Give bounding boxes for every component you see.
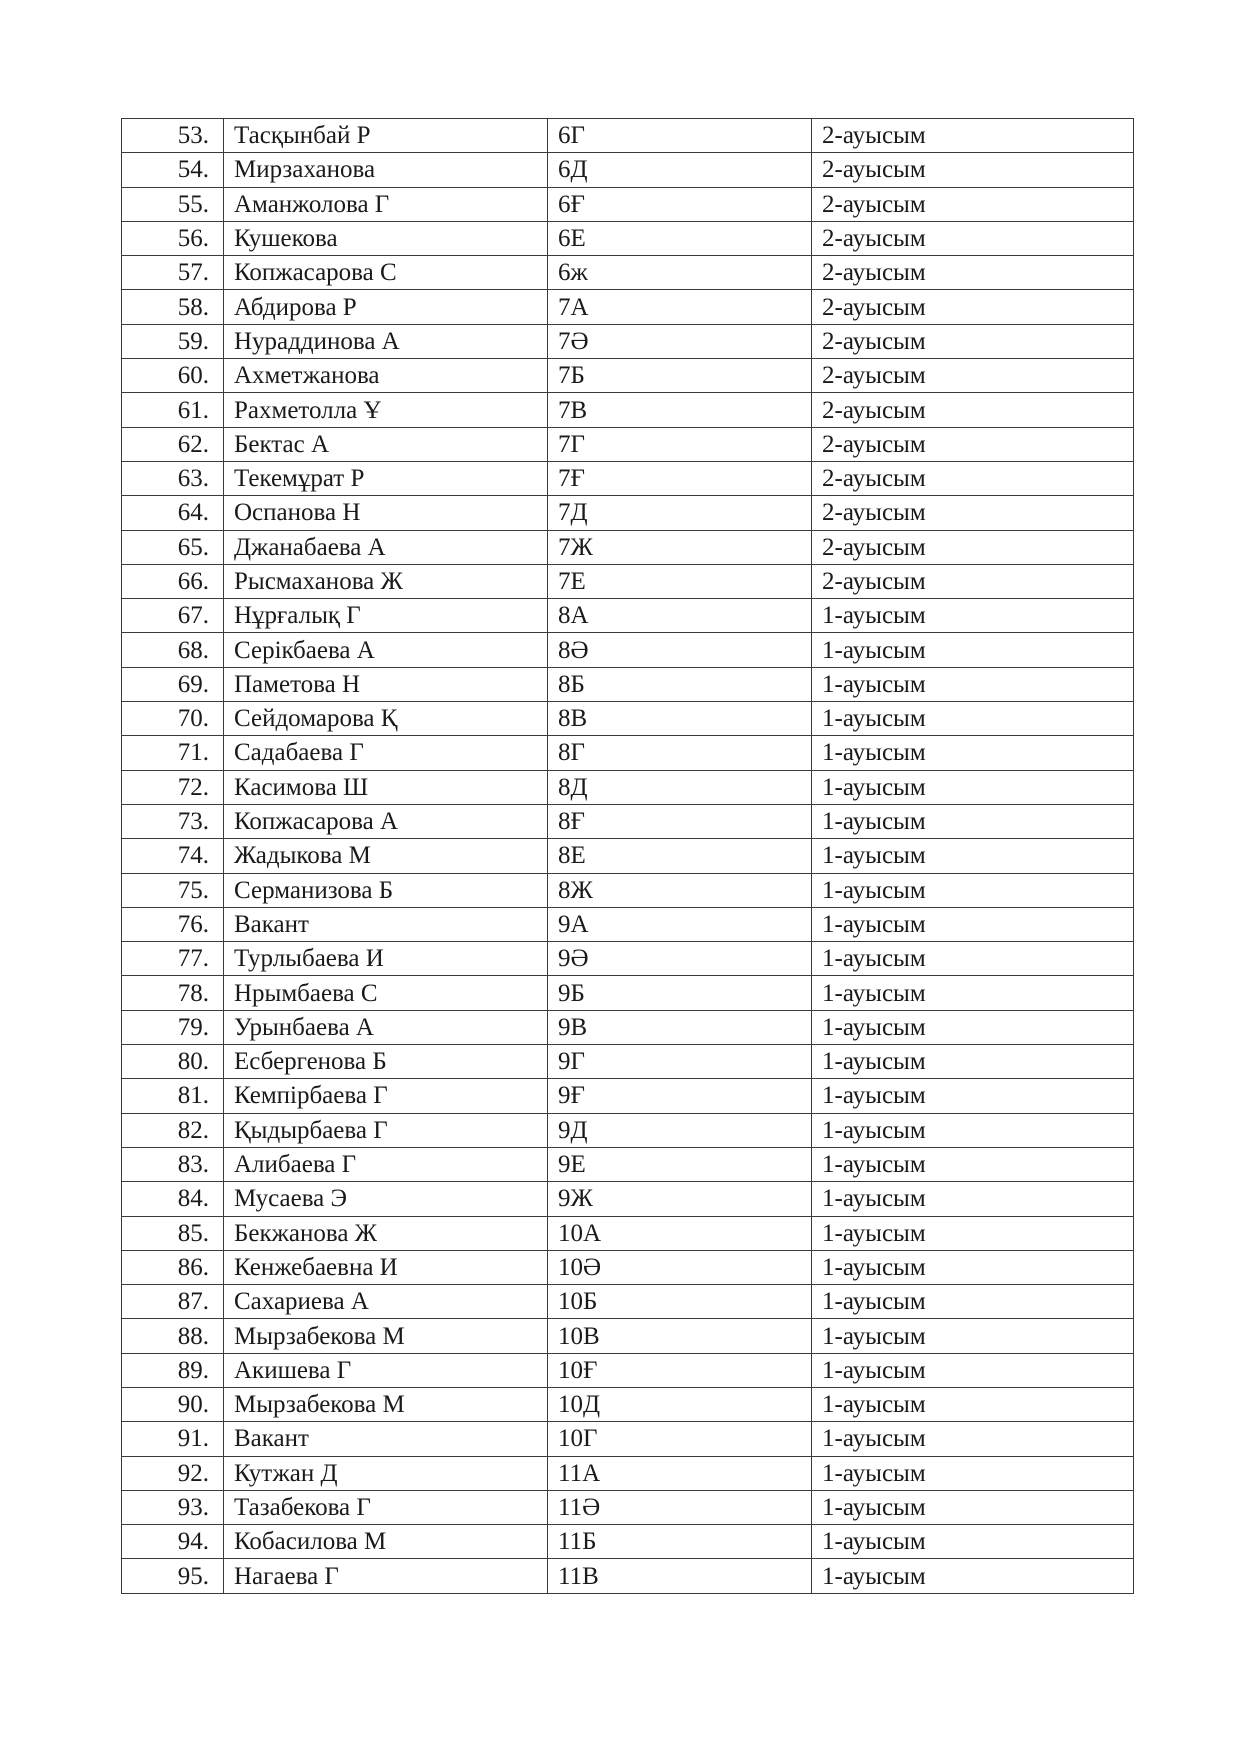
teacher-name-cell: Нагаева Г <box>224 1559 548 1593</box>
teacher-name-cell: Есбергенова Б <box>224 1045 548 1079</box>
table-row <box>122 667 1134 701</box>
teacher-name-cell: Вакант <box>224 1422 548 1456</box>
teacher-name-cell: Текемұрат Р <box>224 461 548 495</box>
teacher-name-cell: Нрымбаева С <box>224 976 548 1010</box>
shift-cell: 2-ауысым <box>812 221 1134 255</box>
teacher-name-cell: Рахметолла Ұ <box>224 393 548 427</box>
class-cell: 8Д <box>548 770 812 804</box>
teacher-name-cell: Касимова Ш <box>224 770 548 804</box>
row-number-cell: 86. <box>122 1250 224 1284</box>
teacher-name-cell: Аманжолова Г <box>224 187 548 221</box>
class-cell: 8Ғ <box>548 804 812 838</box>
shift-cell: 2-ауысым <box>812 427 1134 461</box>
class-cell: 7Ғ <box>548 461 812 495</box>
shift-cell: 1-ауысым <box>812 804 1134 838</box>
shift-cell: 2-ауысым <box>812 119 1134 153</box>
class-cell: 7Б <box>548 359 812 393</box>
shift-cell: 1-ауысым <box>812 1285 1134 1319</box>
table-row <box>122 1319 1134 1353</box>
class-cell: 7Ж <box>548 530 812 564</box>
table-row <box>122 1216 1134 1250</box>
teacher-name-cell: Алибаева Г <box>224 1147 548 1181</box>
row-number-cell: 94. <box>122 1525 224 1559</box>
table-row <box>122 1353 1134 1387</box>
table-row <box>122 461 1134 495</box>
row-number-cell: 76. <box>122 907 224 941</box>
table-row <box>122 839 1134 873</box>
shift-cell: 1-ауысым <box>812 1010 1134 1044</box>
shift-cell: 2-ауысым <box>812 153 1134 187</box>
class-cell: 7Ә <box>548 324 812 358</box>
class-cell: 7Е <box>548 564 812 598</box>
row-number-cell: 56. <box>122 221 224 255</box>
shift-cell: 1-ауысым <box>812 1079 1134 1113</box>
row-number-cell: 81. <box>122 1079 224 1113</box>
table-row <box>122 119 1134 153</box>
shift-cell: 1-ауысым <box>812 1113 1134 1147</box>
shift-cell: 1-ауысым <box>812 599 1134 633</box>
shift-cell: 2-ауысым <box>812 256 1134 290</box>
shift-cell: 2-ауысым <box>812 496 1134 530</box>
table-row <box>122 633 1134 667</box>
shift-cell: 2-ауысым <box>812 564 1134 598</box>
row-number-cell: 58. <box>122 290 224 324</box>
row-number-cell: 83. <box>122 1147 224 1181</box>
teacher-name-cell: Ахметжанова <box>224 359 548 393</box>
class-cell: 11Б <box>548 1525 812 1559</box>
table-row <box>122 942 1134 976</box>
table-row <box>122 736 1134 770</box>
row-number-cell: 95. <box>122 1559 224 1593</box>
class-cell: 8Б <box>548 667 812 701</box>
teacher-name-cell: Бекжанова Ж <box>224 1216 548 1250</box>
table-row <box>122 804 1134 838</box>
class-cell: 7Г <box>548 427 812 461</box>
teacher-name-cell: Мирзаханова <box>224 153 548 187</box>
table-row <box>122 1010 1134 1044</box>
table-row <box>122 702 1134 736</box>
class-cell: 9А <box>548 907 812 941</box>
table-row <box>122 1490 1134 1524</box>
class-cell: 8Г <box>548 736 812 770</box>
table-row <box>122 1525 1134 1559</box>
shift-cell: 1-ауысым <box>812 907 1134 941</box>
class-cell: 6Д <box>548 153 812 187</box>
teacher-name-cell: Мырзабекова М <box>224 1387 548 1421</box>
teacher-name-cell: Копжасарова А <box>224 804 548 838</box>
teacher-name-cell: Қыдырбаева Г <box>224 1113 548 1147</box>
shift-cell: 1-ауысым <box>812 1216 1134 1250</box>
row-number-cell: 82. <box>122 1113 224 1147</box>
shift-cell: 2-ауысым <box>812 290 1134 324</box>
shift-cell: 2-ауысым <box>812 393 1134 427</box>
table-row <box>122 496 1134 530</box>
teacher-name-cell: Турлыбаева И <box>224 942 548 976</box>
class-cell: 10В <box>548 1319 812 1353</box>
row-number-cell: 71. <box>122 736 224 770</box>
table-row <box>122 1387 1134 1421</box>
teacher-name-cell: Серікбаева А <box>224 633 548 667</box>
teacher-name-cell: Садабаева Г <box>224 736 548 770</box>
class-cell: 9Ғ <box>548 1079 812 1113</box>
table-row <box>122 1182 1134 1216</box>
table-row <box>122 1422 1134 1456</box>
shift-cell: 1-ауысым <box>812 839 1134 873</box>
row-number-cell: 75. <box>122 873 224 907</box>
class-cell: 9Д <box>548 1113 812 1147</box>
row-number-cell: 61. <box>122 393 224 427</box>
row-number-cell: 87. <box>122 1285 224 1319</box>
shift-cell: 1-ауысым <box>812 1490 1134 1524</box>
shift-cell: 1-ауысым <box>812 1559 1134 1593</box>
teacher-name-cell: Жадыкова М <box>224 839 548 873</box>
class-cell: 9Е <box>548 1147 812 1181</box>
class-cell: 10Б <box>548 1285 812 1319</box>
teacher-name-cell: Рысмаханова Ж <box>224 564 548 598</box>
table-row <box>122 1113 1134 1147</box>
row-number-cell: 77. <box>122 942 224 976</box>
class-cell: 8Ә <box>548 633 812 667</box>
table-row <box>122 599 1134 633</box>
teacher-name-cell: Мырзабекова М <box>224 1319 548 1353</box>
teacher-name-cell: Джанабаева А <box>224 530 548 564</box>
teacher-name-cell: Мусаева Э <box>224 1182 548 1216</box>
teacher-name-cell: Кушекова <box>224 221 548 255</box>
shift-cell: 1-ауысым <box>812 770 1134 804</box>
class-cell: 10А <box>548 1216 812 1250</box>
class-cell: 10Д <box>548 1387 812 1421</box>
table-row <box>122 256 1134 290</box>
shift-cell: 1-ауысым <box>812 1250 1134 1284</box>
table-row <box>122 564 1134 598</box>
table-row <box>122 427 1134 461</box>
class-cell: 6ж <box>548 256 812 290</box>
shift-cell: 1-ауысым <box>812 1422 1134 1456</box>
teacher-name-cell: Вакант <box>224 907 548 941</box>
table-row <box>122 873 1134 907</box>
teacher-name-cell: Кемпірбаева Г <box>224 1079 548 1113</box>
class-cell: 8В <box>548 702 812 736</box>
teacher-name-cell: Сахариева А <box>224 1285 548 1319</box>
table-row <box>122 1045 1134 1079</box>
shift-cell: 1-ауысым <box>812 1045 1134 1079</box>
row-number-cell: 53. <box>122 119 224 153</box>
row-number-cell: 80. <box>122 1045 224 1079</box>
teacher-name-cell: Сейдомарова Қ <box>224 702 548 736</box>
shift-cell: 1-ауысым <box>812 667 1134 701</box>
teacher-name-cell: Нураддинова А <box>224 324 548 358</box>
table-row <box>122 1079 1134 1113</box>
row-number-cell: 92. <box>122 1456 224 1490</box>
table-row <box>122 1250 1134 1284</box>
class-cell: 11Ә <box>548 1490 812 1524</box>
table-row <box>122 393 1134 427</box>
class-cell: 8Ж <box>548 873 812 907</box>
teacher-name-cell: Кенжебаевна И <box>224 1250 548 1284</box>
class-cell: 7А <box>548 290 812 324</box>
table-row <box>122 290 1134 324</box>
teacher-name-cell: Нұрғалық Г <box>224 599 548 633</box>
class-cell: 10Г <box>548 1422 812 1456</box>
row-number-cell: 72. <box>122 770 224 804</box>
row-number-cell: 79. <box>122 1010 224 1044</box>
class-cell: 6Е <box>548 221 812 255</box>
table-row <box>122 1559 1134 1593</box>
class-cell: 9Б <box>548 976 812 1010</box>
shift-cell: 1-ауысым <box>812 976 1134 1010</box>
class-cell: 9В <box>548 1010 812 1044</box>
table-row <box>122 770 1134 804</box>
shift-cell: 1-ауысым <box>812 1182 1134 1216</box>
shift-cell: 1-ауысым <box>812 1147 1134 1181</box>
class-cell: 11А <box>548 1456 812 1490</box>
shift-cell: 1-ауысым <box>812 633 1134 667</box>
shift-cell: 2-ауысым <box>812 324 1134 358</box>
row-number-cell: 84. <box>122 1182 224 1216</box>
row-number-cell: 90. <box>122 1387 224 1421</box>
shift-cell: 1-ауысым <box>812 736 1134 770</box>
class-teacher-table <box>121 118 1134 1594</box>
row-number-cell: 55. <box>122 187 224 221</box>
row-number-cell: 65. <box>122 530 224 564</box>
table-row <box>122 907 1134 941</box>
teacher-name-cell: Бектас А <box>224 427 548 461</box>
row-number-cell: 54. <box>122 153 224 187</box>
row-number-cell: 66. <box>122 564 224 598</box>
class-cell: 7Д <box>548 496 812 530</box>
teacher-name-cell: Урынбаева А <box>224 1010 548 1044</box>
row-number-cell: 78. <box>122 976 224 1010</box>
row-number-cell: 64. <box>122 496 224 530</box>
teacher-name-cell: Кутжан Д <box>224 1456 548 1490</box>
row-number-cell: 63. <box>122 461 224 495</box>
shift-cell: 1-ауысым <box>812 1525 1134 1559</box>
teacher-name-cell: Кобасилова М <box>224 1525 548 1559</box>
table-row <box>122 324 1134 358</box>
shift-cell: 1-ауысым <box>812 942 1134 976</box>
shift-cell: 1-ауысым <box>812 1456 1134 1490</box>
table-row <box>122 530 1134 564</box>
row-number-cell: 69. <box>122 667 224 701</box>
shift-cell: 1-ауысым <box>812 1319 1134 1353</box>
class-cell: 10Ә <box>548 1250 812 1284</box>
row-number-cell: 70. <box>122 702 224 736</box>
table-body <box>122 119 1134 1594</box>
teacher-name-cell: Серманизова Б <box>224 873 548 907</box>
row-number-cell: 89. <box>122 1353 224 1387</box>
row-number-cell: 62. <box>122 427 224 461</box>
teacher-name-cell: Акишева Г <box>224 1353 548 1387</box>
table-row <box>122 359 1134 393</box>
teacher-name-cell: Тасқынбай Р <box>224 119 548 153</box>
class-cell: 9Ж <box>548 1182 812 1216</box>
shift-cell: 1-ауысым <box>812 873 1134 907</box>
row-number-cell: 67. <box>122 599 224 633</box>
class-cell: 6Ғ <box>548 187 812 221</box>
table-row <box>122 1285 1134 1319</box>
shift-cell: 2-ауысым <box>812 530 1134 564</box>
row-number-cell: 59. <box>122 324 224 358</box>
teacher-name-cell: Копжасарова С <box>224 256 548 290</box>
shift-cell: 2-ауысым <box>812 359 1134 393</box>
row-number-cell: 57. <box>122 256 224 290</box>
row-number-cell: 73. <box>122 804 224 838</box>
teacher-name-cell: Оспанова Н <box>224 496 548 530</box>
row-number-cell: 88. <box>122 1319 224 1353</box>
shift-cell: 2-ауысым <box>812 461 1134 495</box>
row-number-cell: 60. <box>122 359 224 393</box>
table-row <box>122 1147 1134 1181</box>
row-number-cell: 91. <box>122 1422 224 1456</box>
class-cell: 8Е <box>548 839 812 873</box>
class-cell: 6Г <box>548 119 812 153</box>
table-row <box>122 221 1134 255</box>
table-row <box>122 153 1134 187</box>
teacher-name-cell: Абдирова Р <box>224 290 548 324</box>
row-number-cell: 74. <box>122 839 224 873</box>
table-row <box>122 187 1134 221</box>
teacher-name-cell: Паметова Н <box>224 667 548 701</box>
shift-cell: 1-ауысым <box>812 702 1134 736</box>
class-cell: 9Г <box>548 1045 812 1079</box>
shift-cell: 1-ауысым <box>812 1353 1134 1387</box>
class-cell: 9Ә <box>548 942 812 976</box>
class-cell: 10Ғ <box>548 1353 812 1387</box>
shift-cell: 1-ауысым <box>812 1387 1134 1421</box>
table-row <box>122 976 1134 1010</box>
shift-cell: 2-ауысым <box>812 187 1134 221</box>
class-cell: 11В <box>548 1559 812 1593</box>
teacher-name-cell: Тазабекова Г <box>224 1490 548 1524</box>
table-row <box>122 1456 1134 1490</box>
row-number-cell: 68. <box>122 633 224 667</box>
row-number-cell: 93. <box>122 1490 224 1524</box>
row-number-cell: 85. <box>122 1216 224 1250</box>
class-cell: 7В <box>548 393 812 427</box>
class-cell: 8А <box>548 599 812 633</box>
